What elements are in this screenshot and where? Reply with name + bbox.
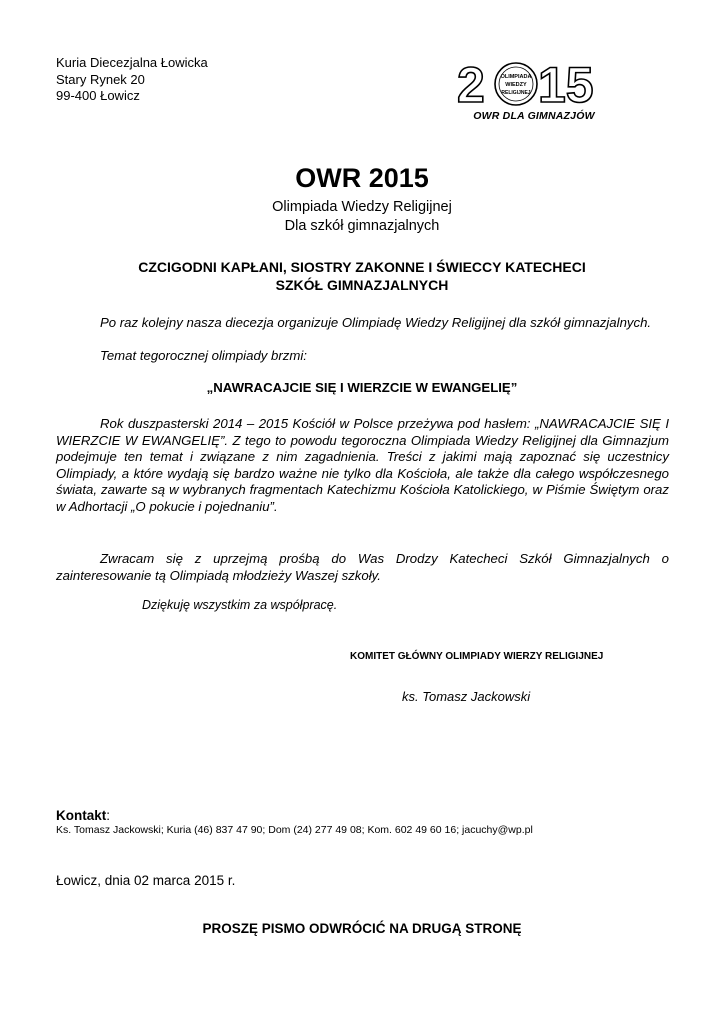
thanks-line: Dziękuję wszystkim za współpracę. (142, 598, 338, 612)
signer-name: ks. Tomasz Jackowski (402, 689, 531, 704)
logo-badge (495, 63, 537, 105)
contact-details: Ks. Tomasz Jackowski; Kuria (46) 837 47 90; Dom (24) 277 49 08; Kom. 602 49 60 16; jacuchy@wp.pl (56, 824, 533, 836)
address-line: Kuria Diecezjalna Łowicka (56, 55, 208, 70)
logo-digits-15: 15 (538, 58, 594, 113)
body-paragraph: Po raz kolejny nasza diecezja organizuje Olimpiadę Wiedzy Religijnej dla szkół gimnazjalnych. (100, 315, 652, 330)
salutation-line: SZKÓŁ GIMNAZJALNYCH (275, 277, 449, 293)
committee-name: KOMITET GŁÓWNY OLIMPIADY WIERZY RELIGIJNEJ (350, 651, 604, 662)
contact-label: Kontakt (56, 808, 107, 823)
body-paragraph: Zwracam się z uprzejmą prośbą do Was Drodzy Katecheci Szkół Gimnazjalnych o zainteresowanie tą Olimpiadą młodzieży Waszej szkoły. (56, 551, 669, 583)
logo-digit-2: 2 (457, 58, 485, 113)
document-subtitle: Dla szkół gimnazjalnych (284, 218, 440, 234)
body-paragraph: Rok duszpasterski 2014 – 2015 Kościół w Polsce przeżywa pod hasłem: „NAWRACAJCIE SIĘ I WIERZCIE W EWANGELIĘ”. Z tego to powodu tegoroczna Olimpiada Wiedzy Religijnej dla Gimnazjum podejmuje ten temat i związane z nim zagadnienia. Treści z jakimi mają zapoznać się uczestnicy Olimpiady, a które wydają się bardzo ważne nie tylko dla Kościoła, ale także dla całego współczesnego świata, zawarte są w wybranych fragmentach Katechizmu Kościoła Katolickiego, w Piśmie Świętym oraz w Adhortacji „O pokucie i pojednaniu”. (56, 416, 669, 514)
document-date: Łowicz, dnia 02 marca 2015 r. (56, 873, 236, 888)
body-paragraph: Temat tegorocznej olimpiady brzmi: (100, 348, 307, 363)
address-line: Stary Rynek 20 (56, 71, 145, 87)
contact-heading (56, 808, 110, 823)
document-subtitle: Olimpiada Wiedzy Religijnej (272, 199, 452, 215)
sender-address (56, 55, 208, 105)
theme-slogan: „NAWRACAJCIE SIĘ I WIERZCIE W EWANGELIĘ” (206, 380, 518, 395)
badge-text-2: WIEDZY (505, 82, 527, 88)
badge-text-1: OLIMPIADA (500, 74, 532, 80)
salutation-line: CZCIGODNI KAPŁANI, SIOSTRY ZAKONNE I ŚWIECCY KATECHECI (138, 259, 586, 275)
badge-text-3: RELIGIJNEJ (501, 90, 531, 96)
logo-caption: OWR DLA GIMNAZJÓW (473, 110, 595, 122)
document-title: OWR 2015 (295, 163, 429, 193)
address-line: 99-400 Łowicz (56, 88, 140, 103)
contact-colon: : (106, 808, 111, 823)
turn-page-note: PROSZĘ PISMO ODWRÓCIĆ NA DRUGĄ STRONĘ (202, 921, 522, 936)
